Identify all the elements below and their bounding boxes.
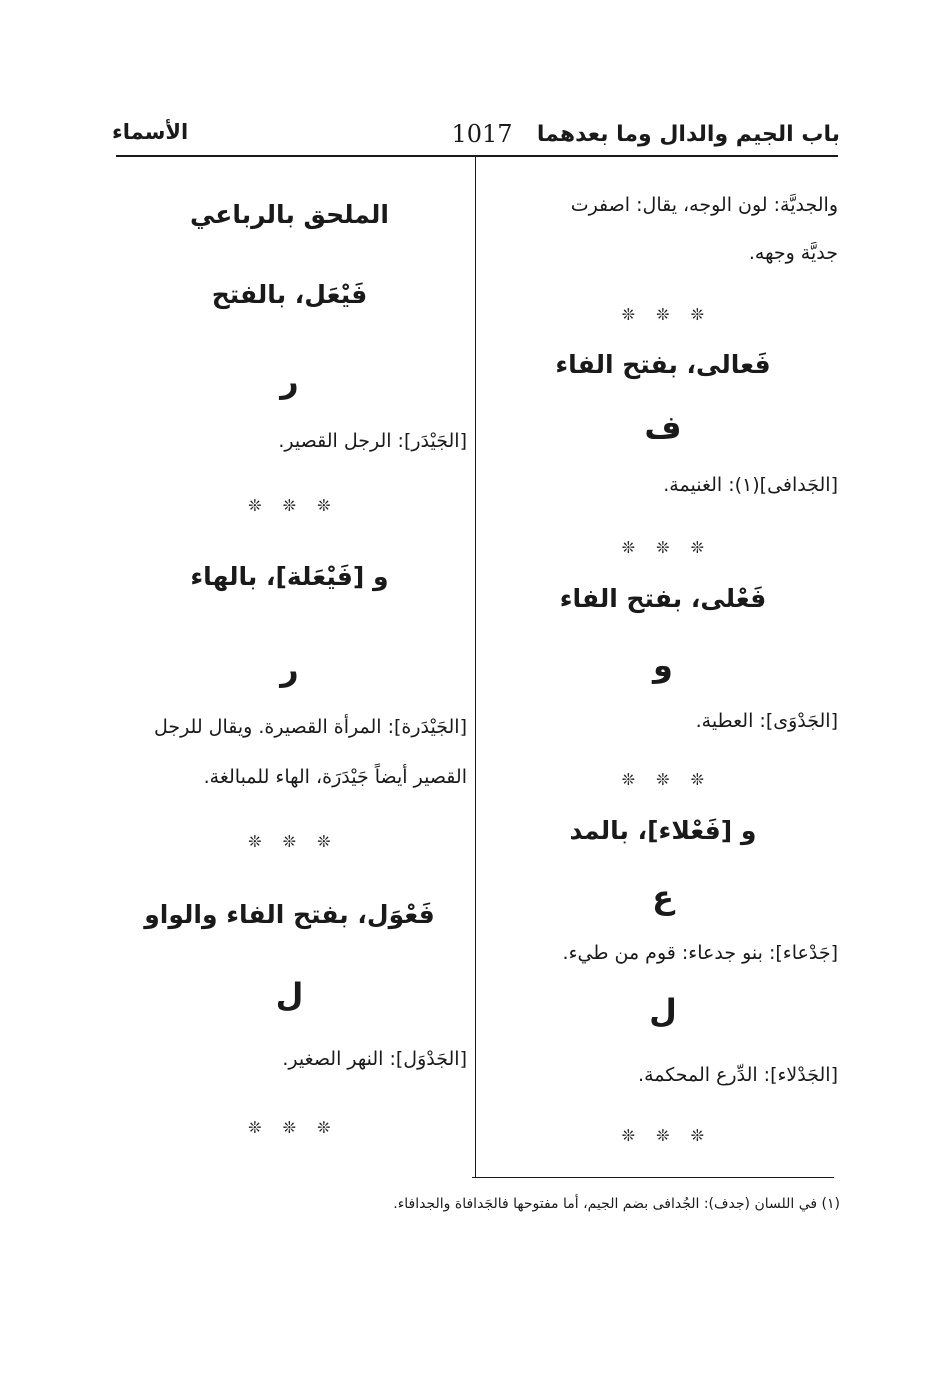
root-letter: و xyxy=(653,646,673,684)
entry-text: [الجَدْلاء]: الدِّرع المحكمة. xyxy=(638,1064,838,1086)
entry-text: [الجَدْوَى]: العطية. xyxy=(695,710,838,732)
separator-stars: ❊ ❊ ❊ xyxy=(621,770,705,789)
section-heading: و [فَعْلاء]، بالمد xyxy=(569,816,757,845)
section-heading: فَعالى، بفتح الفاء xyxy=(555,350,771,379)
root-letter: ف xyxy=(644,408,682,446)
entry-text: القصير أيضاً جَيْدَرَة، الهاء للمبالغة. xyxy=(203,766,467,788)
root-letter: ل xyxy=(649,992,677,1030)
entry-text: [الجَيْدَر]: الرجل القصير. xyxy=(278,430,467,452)
separator-stars: ❊ ❊ ❊ xyxy=(248,1118,331,1137)
section-heading: و [فَيْعَلة]، بالهاء xyxy=(190,562,389,591)
separator-stars: ❊ ❊ ❊ xyxy=(248,496,331,515)
footnote-rule xyxy=(472,1177,834,1178)
entry-text: [الجَدافى](١): الغنيمة. xyxy=(663,474,838,496)
section-heading: فَعْلى، بفتح الفاء xyxy=(559,584,767,613)
chapter-title: باب الجيم والدال وما بعدهما xyxy=(536,122,840,147)
column-divider xyxy=(475,157,476,1178)
section-heading: فَعْوَل، بفتح الفاء والواو xyxy=(144,900,435,929)
section-title: الأسماء xyxy=(112,120,189,144)
entry-text: [جَدْعاء]: بنو جدعاء: قوم من طيء. xyxy=(562,942,838,964)
entry-text: والجديَّة: لون الوجه، يقال: اصفرت xyxy=(570,194,838,216)
footnote: (١) في اللسان (جدف): الجُدافى بضم الجيم، أما مفتوحها فالجَدافاة والجدافاء. xyxy=(393,1196,840,1212)
page-number: 1017 xyxy=(451,120,513,148)
root-letter: ر xyxy=(280,362,299,400)
root-letter: ر xyxy=(280,650,299,688)
header-rule xyxy=(116,155,838,157)
entry-text: جديَّة وجهه. xyxy=(748,242,838,264)
separator-stars: ❊ ❊ ❊ xyxy=(621,305,705,324)
root-letter: ل xyxy=(275,976,304,1014)
page-header xyxy=(112,112,840,156)
separator-stars: ❊ ❊ ❊ xyxy=(248,832,331,851)
section-heading: الملحق بالرباعي xyxy=(189,200,390,229)
section-heading: فَيْعَل، بالفتح xyxy=(211,280,368,309)
entry-text: [الجَيْدَرة]: المرأة القصيرة. ويقال للرجل xyxy=(153,716,467,738)
separator-stars: ❊ ❊ ❊ xyxy=(621,538,705,557)
entry-text: [الجَدْوَل]: النهر الصغير. xyxy=(282,1048,467,1070)
root-letter: ع xyxy=(652,878,674,916)
separator-stars: ❊ ❊ ❊ xyxy=(621,1126,705,1145)
